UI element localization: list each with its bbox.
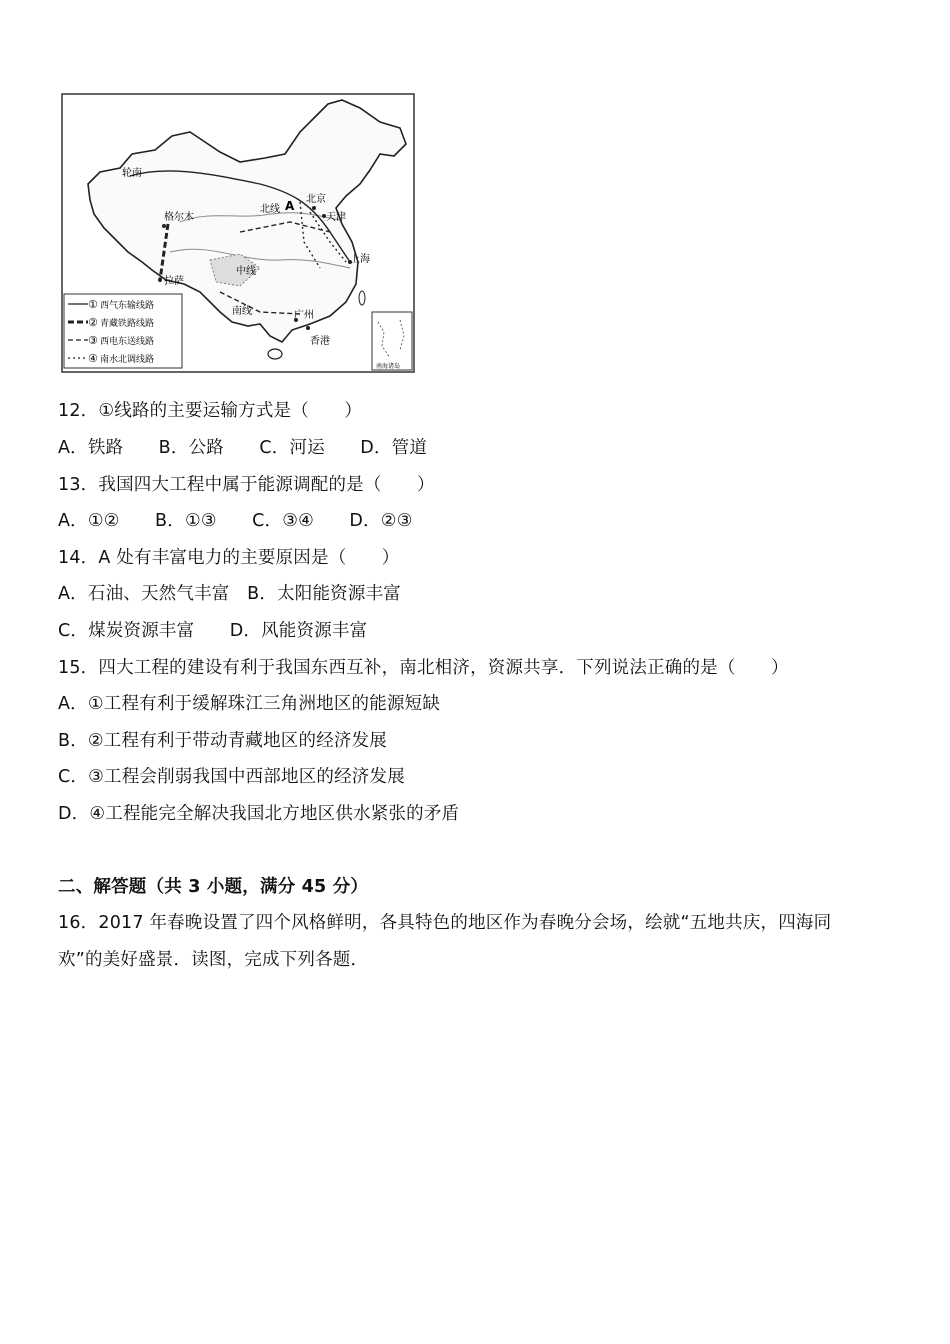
label-shanghai: 上海 — [350, 254, 370, 265]
question-13-stem: 13．我国四大工程中属于能源调配的是（ ） — [58, 475, 435, 495]
svg-text:西气东输线路: 西气东输线路 — [100, 301, 155, 311]
label-beixian: 北线 — [260, 204, 280, 215]
label-beijing: 北京 — [306, 194, 326, 205]
question-16-line1: 16．2017 年春晚设置了四个风格鲜明，各具特色的地区作为春晚分会场，绘就“五地共庆，四海同 — [58, 913, 832, 933]
svg-text:②: ② — [88, 316, 98, 329]
label-nanxian: 南线 — [232, 306, 252, 317]
svg-text:①: ① — [88, 298, 98, 311]
inset-label: 南海诸岛 — [376, 363, 401, 370]
china-map-figure — [60, 92, 416, 374]
question-15-stem: 15．四大工程的建设有利于我国东西互补，南北相济，资源共享．下列说法正确的是（ ） — [58, 658, 789, 678]
question-12-stem: 12．①线路的主要运输方式是（ ） — [58, 401, 363, 421]
label-point-a: A — [285, 199, 295, 213]
svg-text:④: ④ — [88, 352, 98, 365]
question-16-line2: 欢”的美好盛景．读图，完成下列各题． — [58, 950, 369, 970]
svg-text:南水北调线路: 南水北调线路 — [100, 355, 155, 365]
section-2-heading: 二、解答题（共 3 小题，满分 45 分） — [58, 877, 369, 897]
label-lasa: 拉萨 — [164, 276, 184, 287]
question-14-options-line1: A．石油、天然气丰富 B．太阳能资源丰富 — [58, 584, 401, 604]
question-15-option-b: B．②工程有利于带动青藏地区的经济发展 — [58, 731, 387, 751]
question-15-option-c: C．③工程会削弱我国中西部地区的经济发展 — [58, 767, 405, 787]
question-14-options-line2: C．煤炭资源丰富 D．风能资源丰富 — [58, 621, 368, 641]
label-xianggang: 香港 — [310, 336, 330, 347]
label-zhongxian: 中线 — [236, 266, 256, 277]
svg-text:西电东送线路: 西电东送线路 — [100, 337, 155, 347]
question-12-options: A．铁路 B．公路 C．河运 D．管道 — [58, 438, 428, 458]
question-15-option-d: D．④工程能完全解决我国北方地区供水紧张的矛盾 — [58, 804, 460, 824]
question-14-stem: 14．A 处有丰富电力的主要原因是（ ） — [58, 548, 400, 568]
label-guangzhou: 广州 — [294, 310, 314, 321]
svg-text:③: ③ — [88, 334, 98, 347]
svg-text:青藏铁路线路: 青藏铁路线路 — [100, 319, 155, 329]
label-geermu: 格尔木 — [164, 212, 194, 223]
question-15-option-a: A．①工程有利于缓解珠江三角洲地区的能源短缺 — [58, 694, 441, 714]
label-lunnan: 轮南 — [122, 168, 142, 179]
question-13-options: A．①② B．①③ C．③④ D．②③ — [58, 511, 413, 531]
label-tianjin: 天津 — [326, 212, 346, 223]
